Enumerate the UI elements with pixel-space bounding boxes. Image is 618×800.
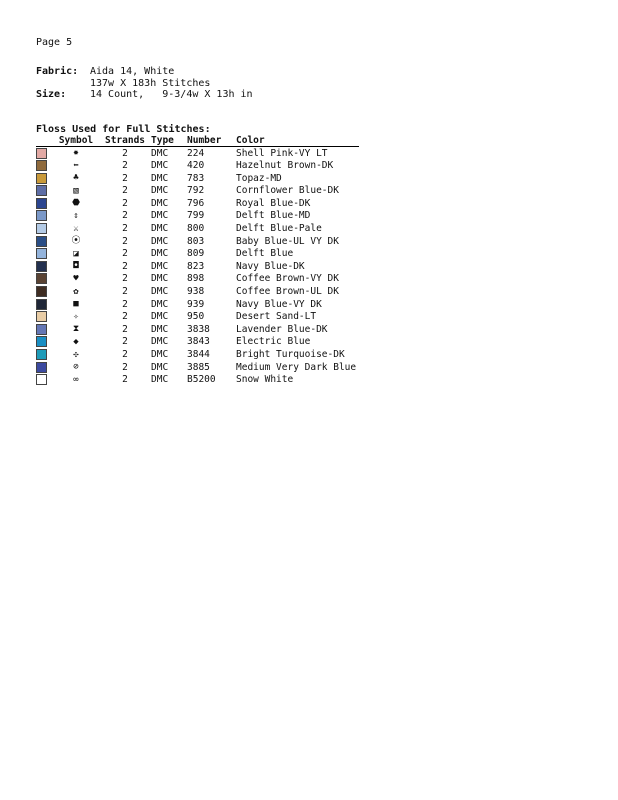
color-swatch [36, 349, 47, 360]
color-swatch [36, 362, 47, 373]
table-row [36, 235, 359, 248]
number-cell: 939 [187, 298, 205, 310]
number-cell: 800 [187, 223, 205, 235]
strands-cell: 2 [122, 185, 128, 197]
number-cell: 799 [187, 210, 205, 222]
strands-cell: 2 [122, 147, 128, 159]
color-name-cell: Bright Turquoise-DK [236, 349, 345, 360]
symbol-cell [53, 210, 102, 223]
type-cell: DMC [151, 197, 169, 209]
number-cell: B5200 [187, 374, 216, 386]
table-row [36, 185, 359, 198]
symbol-cell [53, 197, 102, 210]
type-cell: DMC [151, 311, 169, 323]
table-row [36, 172, 359, 185]
color-swatch [36, 374, 47, 385]
type-cell: DMC [151, 361, 169, 373]
swatch-cell [36, 248, 53, 261]
symbol-cell [53, 223, 102, 236]
symbol-cell [53, 286, 102, 299]
stitch-symbol-icon: ⬅ [73, 160, 79, 171]
color-swatch [36, 173, 47, 184]
swatch-cell [36, 374, 53, 387]
stitch-symbol-icon: ✧ [73, 311, 79, 322]
fabric-value: Aida 14, White [90, 66, 175, 77]
color-swatch [36, 261, 47, 272]
color-swatch [36, 324, 47, 335]
number-cell: 3838 [187, 323, 210, 335]
swatch-cell [36, 185, 53, 198]
symbol-cell [53, 349, 102, 362]
number-cell: 803 [187, 235, 205, 247]
strands-cell: 2 [122, 160, 128, 172]
swatch-cell [36, 273, 53, 286]
type-cell: DMC [151, 323, 169, 335]
swatch-cell [36, 349, 53, 362]
floss-section-title: Floss Used for Full Stitches: [36, 124, 211, 135]
symbol-cell [53, 273, 102, 286]
color-name-cell: Baby Blue-UL VY DK [236, 235, 339, 247]
type-cell: DMC [151, 286, 169, 298]
color-swatch [36, 336, 47, 347]
swatch-cell [36, 235, 53, 248]
color-name-cell: Cornflower Blue-DK [236, 185, 339, 197]
table-row [36, 248, 359, 261]
fabric-stitches: 137w X 183h Stitches [90, 77, 211, 89]
size-value: 14 Count, 9-3/4w X 13h in [90, 89, 253, 100]
symbol-cell [53, 248, 102, 261]
strands-cell: 2 [122, 248, 128, 260]
number-cell: 3885 [187, 361, 210, 373]
header-type: Type [151, 136, 187, 147]
swatch-cell [36, 210, 53, 223]
number-cell: 796 [187, 197, 205, 209]
type-cell: DMC [151, 147, 169, 159]
color-name-cell: Hazelnut Brown-DK [236, 160, 334, 172]
strands-cell: 2 [122, 197, 128, 209]
symbol-cell [53, 374, 102, 387]
color-name-cell: Delft Blue-MD [236, 210, 311, 222]
stitch-symbol-icon: ■ [73, 299, 79, 310]
swatch-cell [36, 361, 53, 374]
number-cell: 823 [187, 260, 205, 272]
table-row [36, 197, 359, 210]
type-cell: DMC [151, 223, 169, 235]
swatch-cell [36, 223, 53, 236]
color-swatch [36, 299, 47, 310]
color-name-cell: Medium Very Dark Blue [236, 361, 357, 373]
type-cell: DMC [151, 349, 169, 360]
size-label: Size: [36, 89, 67, 100]
type-cell: DMC [151, 374, 169, 386]
symbol-cell [53, 185, 102, 198]
table-row [36, 336, 359, 349]
color-name-cell: Snow White [236, 374, 294, 386]
strands-cell: 2 [122, 336, 128, 348]
color-name-cell: Coffee Brown-UL DK [236, 286, 339, 298]
fabric-label: Fabric: [36, 66, 79, 77]
strands-cell: 2 [122, 298, 128, 310]
stitch-symbol-icon: ⊘ [73, 362, 79, 373]
table-row [36, 323, 359, 336]
stitch-symbol-icon: ♥ [73, 273, 79, 284]
color-name-cell: Shell Pink-VY LT [236, 147, 328, 159]
stitch-symbol-icon: ✿ [73, 286, 79, 297]
symbol-cell [53, 235, 102, 248]
swatch-cell [36, 260, 53, 273]
strands-cell: 2 [122, 286, 128, 298]
symbol-cell [53, 311, 102, 324]
stitch-symbol-icon: ◘ [73, 261, 79, 272]
floss-table-body [36, 147, 359, 387]
type-cell: DMC [151, 235, 169, 247]
strands-cell: 2 [122, 349, 128, 360]
header-symbol: Symbol [53, 136, 102, 147]
swatch-cell [36, 160, 53, 173]
color-swatch [36, 210, 47, 221]
color-name-cell: Navy Blue-VY DK [236, 298, 322, 310]
color-name-cell: Delft Blue-Pale [236, 223, 322, 235]
floss-table-header [36, 136, 359, 147]
number-cell: 809 [187, 248, 205, 260]
table-row [36, 210, 359, 223]
symbol-cell [53, 260, 102, 273]
swatch-cell [36, 172, 53, 185]
number-cell: 950 [187, 311, 205, 323]
symbol-cell [53, 361, 102, 374]
stitch-symbol-icon: ◪ [73, 248, 79, 259]
strands-cell: 2 [122, 260, 128, 272]
header-number: Number [187, 136, 236, 147]
type-cell: DMC [151, 160, 169, 172]
header-swatch [36, 136, 53, 147]
fabric-info [36, 66, 210, 89]
header-color: Color [236, 136, 359, 147]
color-swatch [36, 223, 47, 234]
header-strands: Strands [102, 136, 151, 147]
floss-table [36, 136, 359, 386]
stitch-symbol-icon: ⬣ [72, 198, 80, 209]
strands-cell: 2 [122, 361, 128, 373]
number-cell: 938 [187, 286, 205, 298]
symbol-cell [53, 323, 102, 336]
table-row [36, 361, 359, 374]
strands-cell: 2 [122, 323, 128, 335]
color-swatch [36, 286, 47, 297]
symbol-cell [53, 298, 102, 311]
swatch-cell [36, 311, 53, 324]
table-row [36, 273, 359, 286]
table-row [36, 260, 359, 273]
symbol-cell [53, 147, 102, 160]
number-cell: 898 [187, 273, 205, 285]
type-cell: DMC [151, 273, 169, 285]
color-name-cell: Topaz-MD [236, 172, 282, 184]
color-name-cell: Navy Blue-DK [236, 260, 305, 272]
number-cell: 3843 [187, 336, 210, 348]
strands-cell: 2 [122, 273, 128, 285]
stitch-symbol-icon: ✸ [73, 148, 79, 158]
color-swatch [36, 236, 47, 247]
stitch-symbol-icon: ◆ [73, 336, 79, 347]
type-cell: DMC [151, 210, 169, 222]
color-name-cell: Coffee Brown-VY DK [236, 273, 339, 285]
table-row [36, 311, 359, 324]
table-row [36, 286, 359, 299]
type-cell: DMC [151, 336, 169, 348]
color-name-cell: Lavender Blue-DK [236, 323, 328, 335]
table-row [36, 374, 359, 387]
color-name-cell: Royal Blue-DK [236, 197, 311, 209]
table-row [36, 223, 359, 236]
type-cell: DMC [151, 185, 169, 197]
swatch-cell [36, 197, 53, 210]
page-number: Page 5 [36, 37, 73, 48]
number-cell: 224 [187, 147, 205, 159]
color-name-cell: Electric Blue [236, 336, 311, 348]
number-cell: 420 [187, 160, 205, 172]
type-cell: DMC [151, 248, 169, 260]
table-row [36, 147, 359, 160]
swatch-cell [36, 323, 53, 336]
stitch-symbol-icon: ♣ [73, 173, 79, 184]
size-info [36, 89, 253, 101]
strands-cell: 2 [122, 223, 128, 235]
color-swatch [36, 248, 47, 259]
number-cell: 783 [187, 172, 205, 184]
symbol-cell [53, 336, 102, 349]
swatch-cell [36, 147, 53, 160]
swatch-cell [36, 298, 53, 311]
strands-cell: 2 [122, 235, 128, 247]
color-name-cell: Delft Blue [236, 248, 294, 260]
swatch-cell [36, 336, 53, 349]
stitch-symbol-icon: ∞ [73, 374, 79, 385]
table-row [36, 349, 359, 362]
table-row [36, 298, 359, 311]
number-cell: 3844 [187, 349, 210, 360]
stitch-symbol-icon: ⇕ [73, 210, 79, 221]
symbol-cell [53, 172, 102, 185]
type-cell: DMC [151, 298, 169, 310]
type-cell: DMC [151, 260, 169, 272]
stitch-symbol-icon: ⧗ [72, 324, 80, 335]
color-swatch [36, 160, 47, 171]
color-swatch [36, 273, 47, 284]
stitch-symbol-icon: ▧ [73, 185, 79, 196]
swatch-cell [36, 286, 53, 299]
stitch-symbol-icon: ⚔ [73, 223, 79, 234]
type-cell: DMC [151, 172, 169, 184]
table-row [36, 160, 359, 173]
symbol-cell [53, 160, 102, 173]
color-name-cell: Desert Sand-LT [236, 311, 317, 323]
strands-cell: 2 [122, 311, 128, 323]
color-swatch [36, 148, 47, 159]
strands-cell: 2 [122, 172, 128, 184]
strands-cell: 2 [122, 210, 128, 222]
stitch-symbol-icon: ✣ [73, 349, 79, 360]
number-cell: 792 [187, 185, 205, 197]
color-swatch [36, 185, 47, 196]
stitch-symbol-icon: ⦿ [71, 236, 81, 247]
color-swatch [36, 311, 47, 322]
strands-cell: 2 [122, 374, 128, 386]
color-swatch [36, 198, 47, 209]
